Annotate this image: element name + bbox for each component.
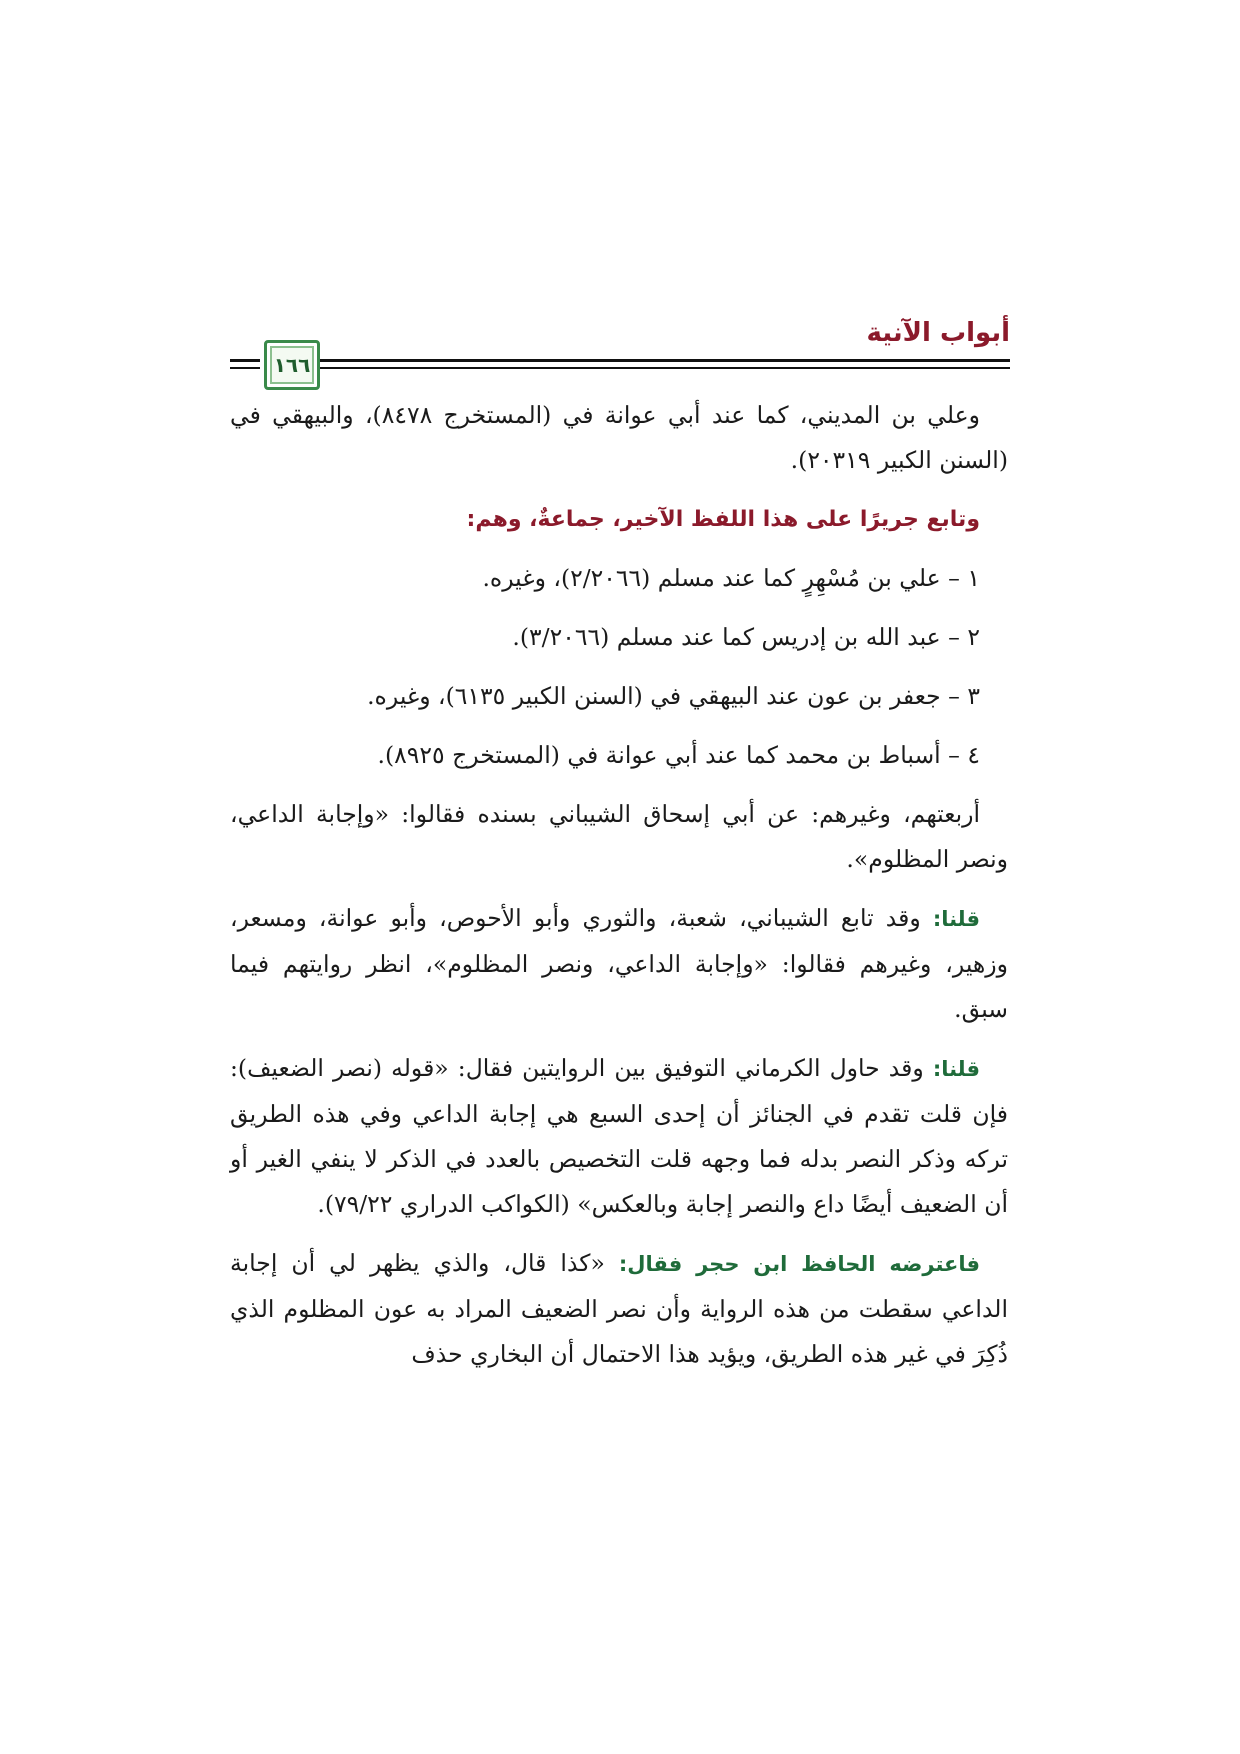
chapter-title: أبواب الآنية [866, 318, 1010, 348]
list-item: ٢ – عبد الله بن إدريس كما عند مسلم (٣/٢٠٦٦). [512, 623, 980, 651]
paragraph-4-text: وقد حاول الكرماني التوفيق بين الروايتين فقال: «قوله (نصر الضعيف): فإن قلت تقدم في الجنائز أن إحدى السبع هي إجابة الداعي وفي هذه الطريق تركه وذكر النصر بدله فما وجهه قلت التخصيص بالعدد في الذكر لا ينفي الغير أو أن الضعيف أيضًا داع والنصر إجابة وبالعكس» (الكواكب الدراري ٧٩/٢٢). [230, 1054, 1008, 1218]
paragraph-5 [230, 1241, 1008, 1377]
list-item: ٤ – أسباط بن محمد كما عند أبي عوانة في (المستخرج ٨٩٢٥). [377, 741, 980, 769]
paragraph-3 [230, 896, 1008, 1032]
page-body [230, 393, 1008, 1391]
header-rule-tail-top [230, 359, 260, 362]
page-number-frame [264, 340, 320, 390]
section-heading: وتابع جريرًا على هذا اللفظ الآخير، جماعةٌ، وهم: [466, 507, 980, 532]
paragraph-4-lead: قلنا: [932, 1057, 980, 1081]
page-header [230, 318, 1010, 388]
header-rule-bottom [310, 367, 1010, 369]
list-item: ٣ – جعفر بن عون عند البيهقي في (السنن الكبير ٦١٣٥)، وغيره. [367, 682, 980, 710]
paragraph-1: وعلي بن المديني، كما عند أبي عوانة في (المستخرج ٨٤٧٨)، والبيهقي في (السنن الكبير ٢٠٣١٩). [230, 401, 1008, 474]
paragraph-3-lead: قلنا: [932, 907, 980, 931]
paragraph-5-text: «كذا قال، والذي يظهر لي أن إجابة الداعي سقطت من هذه الرواية وأن نصر الضعيف المراد به عون المظلوم الذي ذُكِرَ في غير هذه الطريق، ويؤيد هذا الاحتمال أن البخاري حذف [230, 1249, 1008, 1368]
paragraph-2: أربعتهم، وغيرهم: عن أبي إسحاق الشيباني بسنده فقالوا: «وإجابة الداعي، ونصر المظلوم». [230, 800, 1008, 873]
header-rule-top [310, 359, 1010, 362]
page-number: ١٦٦ [273, 353, 311, 377]
header-rule-tail-bottom [230, 367, 260, 369]
paragraph-4 [230, 1046, 1008, 1227]
paragraph-5-lead: فاعترضه الحافظ ابن حجر فقال: [618, 1252, 980, 1276]
paragraph-3-text: وقد تابع الشيباني، شعبة، والثوري وأبو الأحوص، وأبو عوانة، ومسعر، وزهير، وغيرهم فقالوا: «وإجابة الداعي، ونصر المظلوم»، انظر روايتهم فيما سبق. [230, 904, 1008, 1023]
list-item: ١ – علي بن مُسْهِرٍ كما عند مسلم (٢/٢٠٦٦)، وغيره. [482, 564, 980, 592]
